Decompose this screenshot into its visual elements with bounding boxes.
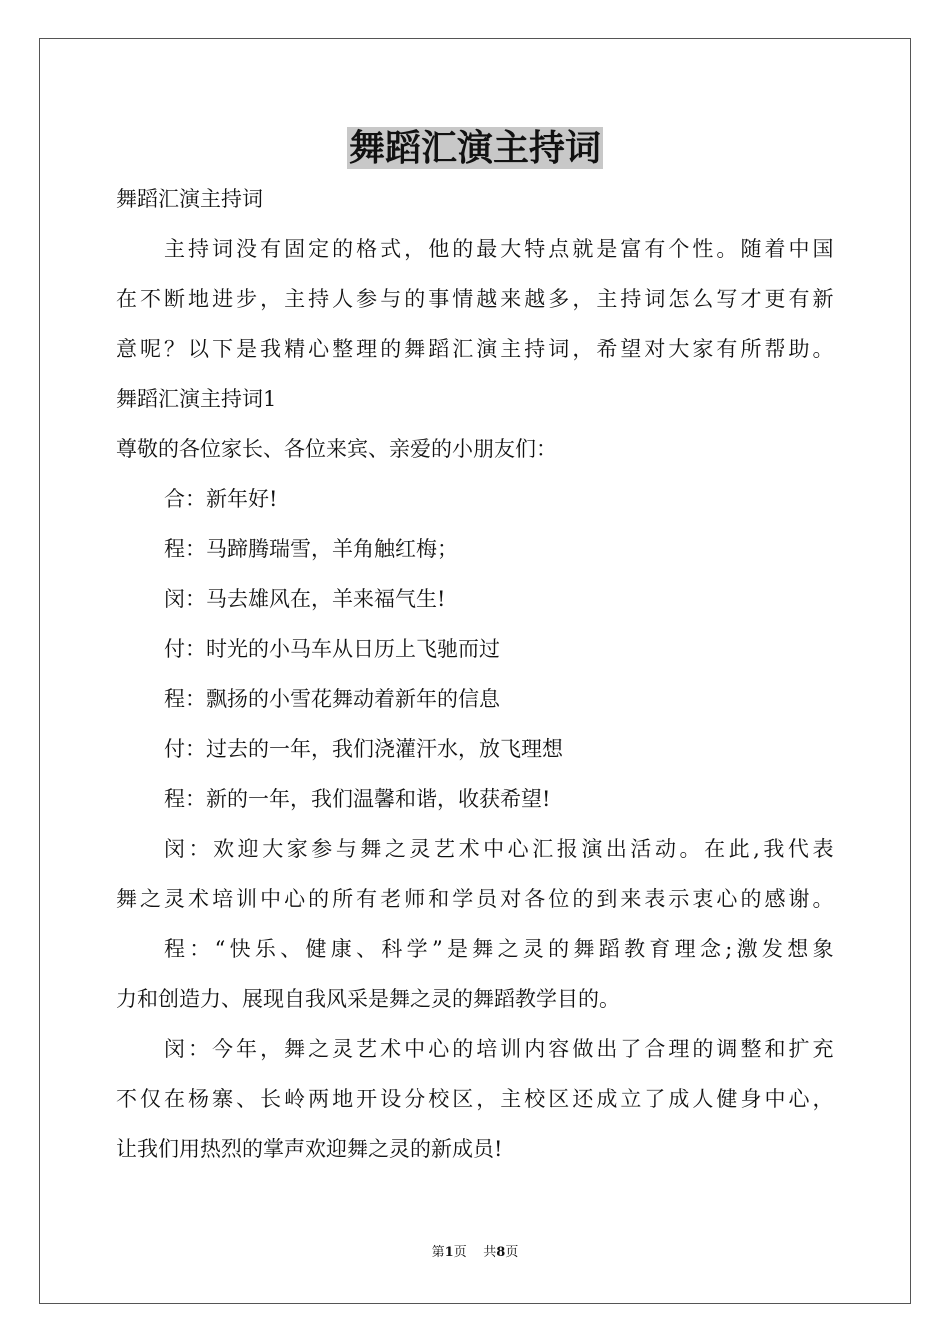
greeting-line: 尊敬的各位家长、各位来宾、亲爱的小朋友们： <box>116 437 557 461</box>
paragraph-line: 闵：欢迎大家参与舞之灵艺术中心汇报演出活动。在此,我代表 <box>164 837 834 861</box>
page-border <box>39 38 911 1304</box>
total-prefix: 共 <box>483 1245 497 1260</box>
document-title-text: 舞蹈汇演主持词 <box>348 127 601 169</box>
dialogue-line: 付：时光的小马车从日历上飞驰而过 <box>164 637 500 661</box>
dialogue-line: 程：马蹄腾瑞雪，羊角触红梅； <box>164 537 458 561</box>
page-suffix: 页 <box>453 1245 467 1260</box>
page-current: 1 <box>444 1245 454 1260</box>
subtitle-line: 舞蹈汇演主持词 <box>116 187 263 211</box>
intro-line-3: 意呢？以下是我精心整理的舞蹈汇演主持词，希望对大家有所帮助。 <box>116 337 834 361</box>
paragraph-line: 让我们用热烈的掌声欢迎舞之灵的新成员! <box>116 1137 503 1161</box>
page-prefix: 第 <box>431 1245 445 1260</box>
dialogue-line: 付：过去的一年，我们浇灌汗水，放飞理想 <box>164 737 563 761</box>
paragraph-line: 舞之灵术培训中心的所有老师和学员对各位的到来表示衷心的感谢。 <box>116 887 834 911</box>
dialogue-line: 程：新的一年，我们温馨和谐，收获希望! <box>164 787 551 811</box>
intro-line-2: 在不断地进步，主持人参与的事情越来越多，主持词怎么写才更有新 <box>116 287 834 311</box>
page-footer <box>0 1244 950 1262</box>
dialogue-line: 合：新年好! <box>164 487 278 511</box>
paragraph-line: 闵：今年，舞之灵艺术中心的培训内容做出了合理的调整和扩充 <box>164 1037 834 1061</box>
intro-line-1: 主持词没有固定的格式，他的最大特点就是富有个性。随着中国 <box>164 237 834 261</box>
dialogue-line: 闵：马去雄风在，羊来福气生! <box>164 587 446 611</box>
document-title <box>0 126 950 170</box>
page-total: 8 <box>496 1245 506 1260</box>
section-heading: 舞蹈汇演主持词1 <box>116 387 277 411</box>
total-suffix: 页 <box>505 1245 519 1260</box>
paragraph-line: 程：“快乐、健康、科学”是舞之灵的舞蹈教育理念;激发想象 <box>164 937 834 961</box>
paragraph-line: 力和创造力、展现自我风采是舞之灵的舞蹈教学目的。 <box>116 987 620 1011</box>
dialogue-line: 程：飘扬的小雪花舞动着新年的信息 <box>164 687 500 711</box>
paragraph-line: 不仅在杨寨、长岭两地开设分校区，主校区还成立了成人健身中心， <box>116 1087 834 1111</box>
